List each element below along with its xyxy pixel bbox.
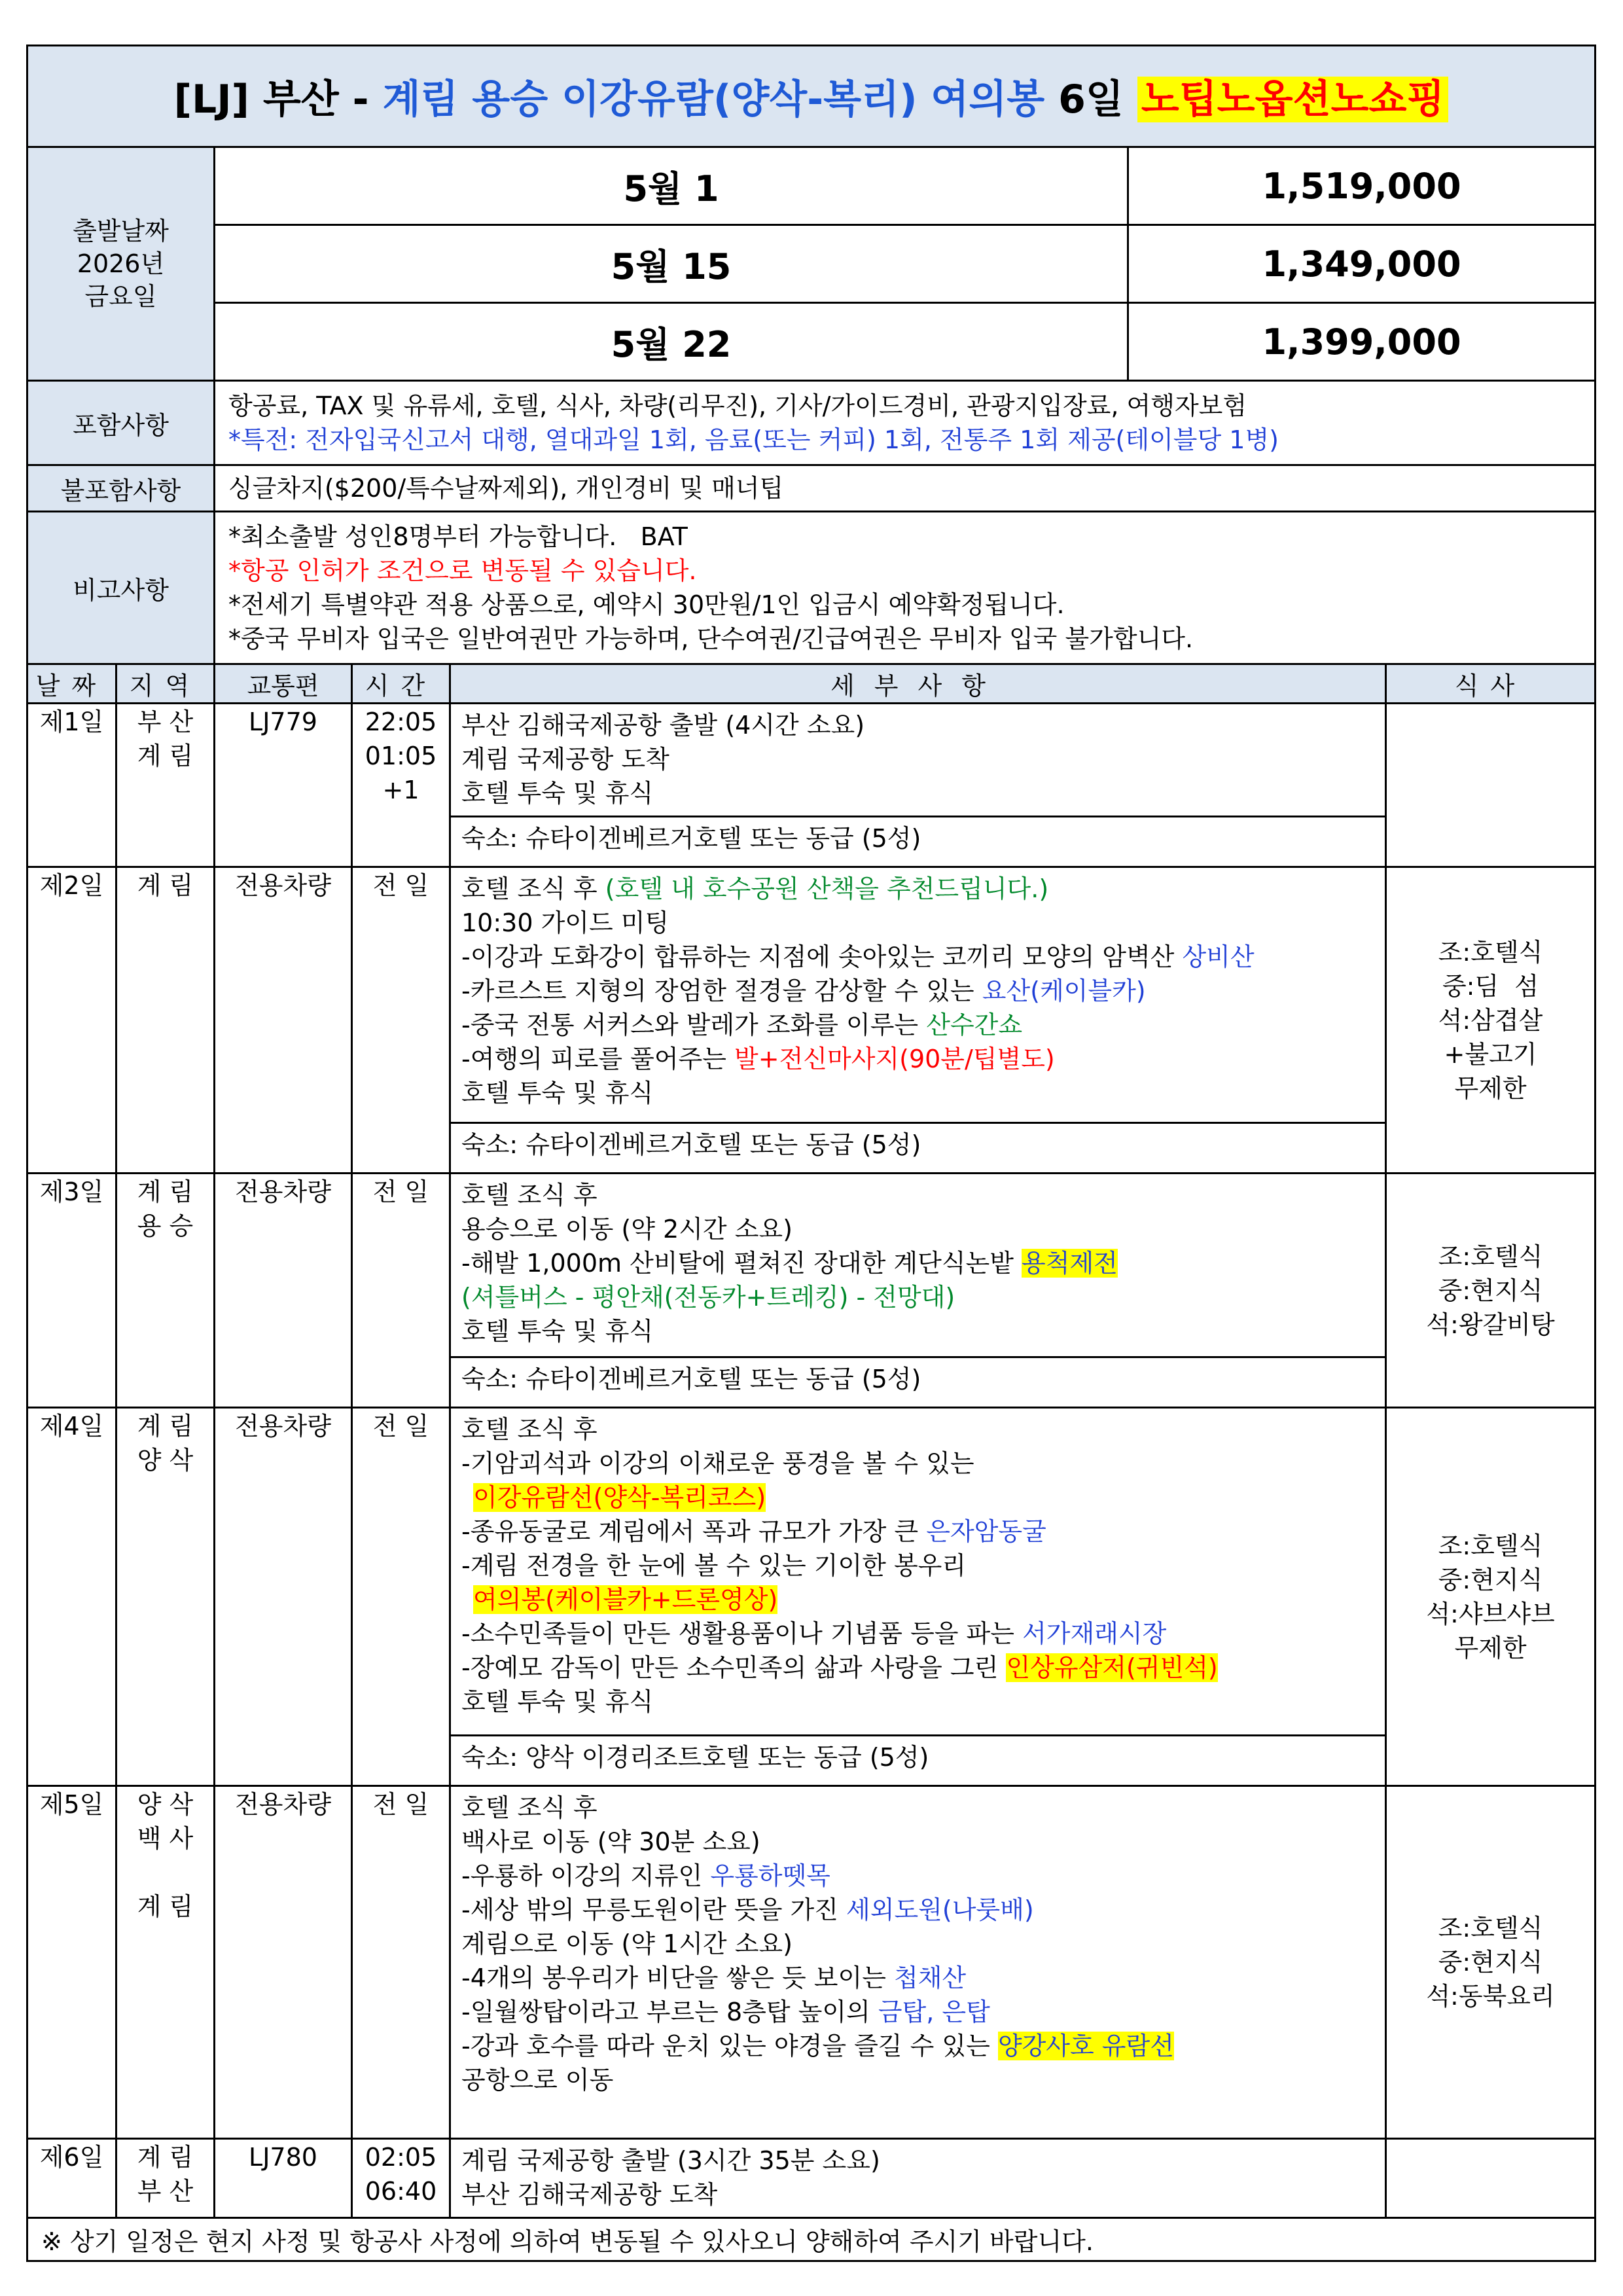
departure-price: 1,519,000: [1128, 147, 1596, 225]
day-region: 계 림 부 산: [116, 2139, 215, 2218]
day-meals: 조:호텔식 중:현지식 석:왕갈비탕: [1386, 1174, 1596, 1408]
day-row: [27, 1408, 1596, 1736]
day-transport: 전용차량: [215, 867, 352, 1174]
header-transport: 교통편: [215, 664, 352, 704]
departure-label: 출발날짜 2026년 금요일: [27, 147, 215, 381]
day-accommodation: 숙소: 슈타이겐베르거호텔 또는 동급 (5성): [450, 1357, 1386, 1408]
notes-content: *최소출발 성인8명부터 가능합니다. BAT *항공 인허가 조건으로 변동될 수 있습니다. *전세기 특별약관 적용 상품으로, 예약시 30만원/1인 입금시 예약확정됩니다. *중국 무비자 입국은 일반여권만 가능하며, 단수여권/긴급여권은 무비자 입국 불가합니다.: [215, 512, 1596, 664]
day-meals: 조:호텔식 중:현지식 석:동북요리: [1386, 1786, 1596, 2139]
day-label: 제4일: [27, 1408, 116, 1786]
day-details: 호텔 조식 후 (호텔 내 호수공원 산책을 추천드립니다.) 10:30 가이드 미팅 -이강과 도화강이 합류하는 지점에 솟아있는 코끼리 모양의 암벽산 상비산 -카르스트 지형의 장엄한 절경을 감상할 수 있는 요산(케이블카) -중국 전통 서커스와 발레가 조화를 이루는 산수간쇼 -여행의 피로를 풀어주는 발+전신마사지(90분/팁별도) 호텔 투숙 및 휴식: [450, 867, 1386, 1123]
day-details: 계림 국제공항 출발 (3시간 35분 소요) 부산 김해국제공항 도착: [450, 2139, 1386, 2218]
day-time: 전 일: [352, 1174, 450, 1408]
day-transport: LJ780: [215, 2139, 352, 2218]
day-row: [27, 867, 1596, 1123]
day-time: 전 일: [352, 1786, 450, 2139]
departure-date: 5월 15: [215, 225, 1128, 303]
included-label: 포함사항: [27, 381, 215, 465]
day-row: [27, 2139, 1596, 2218]
day-time: 22:05 01:05 +1: [352, 704, 450, 867]
day-time: 02:05 06:40: [352, 2139, 450, 2218]
day-label: 제6일: [27, 2139, 116, 2218]
day-meals: 조:호텔식 중:현지식 석:샤브샤브 무제한: [1386, 1408, 1596, 1786]
day-accommodation: 숙소: 양삭 이경리조트호텔 또는 동급 (5성): [450, 1736, 1386, 1786]
day-meals: [1386, 2139, 1596, 2218]
header-detail: 세부사항: [450, 664, 1386, 704]
day-region: 계 림: [116, 867, 215, 1174]
day-details: 호텔 조식 후 백사로 이동 (약 30분 소요) -우룡하 이강의 지류인 우룡하뗏목 -세상 밖의 무릉도원이란 뜻을 가진 세외도원(나룻배) 계림으로 이동 (약 1시간 소요) -4개의 봉우리가 비단을 쌓은 듯 보이는 첩채산 -일월쌍탑이라고 부르는 8층탑 높이의 금탑, 은탑 -강과 호수를 따라 운치 있는 야경을 즐길 수 있는 양강사호 유람선 공항으로 이동: [450, 1786, 1386, 2139]
day-region: 부 산 계 림: [116, 704, 215, 867]
day-row: [27, 1174, 1596, 1357]
header-region: 지역: [116, 664, 215, 704]
notes-label: 비고사항: [27, 512, 215, 664]
header-date: 날짜: [27, 664, 116, 704]
excluded-content: 싱글차지($200/특수날짜제외), 개인경비 및 매너팁: [215, 465, 1596, 512]
itinerary-table: [26, 663, 1596, 2262]
excluded-label: 불포함사항: [27, 465, 215, 512]
day-row: [27, 704, 1596, 817]
departure-price: 1,349,000: [1128, 225, 1596, 303]
page-title: [LJ] 부산 - 계림 용승 이강유람(양삭-복리) 여의봉 6일 노팁노옵션노쇼핑: [27, 46, 1596, 147]
day-details: 호텔 조식 후 -기암괴석과 이강의 이채로운 풍경을 볼 수 있는 이강유람선(양삭-복리코스) -종유동굴로 계림에서 폭과 규모가 가장 큰 은자암동굴 -계림 전경을 한 눈에 볼 수 있는 기이한 봉우리 여의봉(케이블카+드론영상) -소수민족들이 만든 생활용품이나 기념품 등을 파는 서가재래시장 -장예모 감독이 만든 소수민족의 삶과 사랑을 그린 인상유삼저(귀빈석) 호텔 투숙 및 휴식: [450, 1408, 1386, 1736]
header-meal: 식사: [1386, 664, 1596, 704]
day-time: 전 일: [352, 1408, 450, 1786]
day-region: 계 림 양 삭: [116, 1408, 215, 1786]
day-label: 제1일: [27, 704, 116, 867]
day-region: 계 림 용 승: [116, 1174, 215, 1408]
day-transport: 전용차량: [215, 1408, 352, 1786]
itinerary-document: [26, 45, 1594, 2262]
day-transport: LJ779: [215, 704, 352, 867]
day-region: 양 삭 백 사 계 림: [116, 1786, 215, 2139]
included-content: 항공료, TAX 및 유류세, 호텔, 식사, 차량(리무진), 기사/가이드경비, 관광지입장료, 여행자보험 *특전: 전자입국신고서 대행, 열대과일 1회, 음료(또는 커피) 1회, 전통주 1회 제공(테이블당 1병): [215, 381, 1596, 465]
day-label: 제2일: [27, 867, 116, 1174]
departure-date: 5월 1: [215, 147, 1128, 225]
day-label: 제5일: [27, 1786, 116, 2139]
day-transport: 전용차량: [215, 1786, 352, 2139]
day-details: 호텔 조식 후 용승으로 이동 (약 2시간 소요) -해발 1,000m 산비탈에 펼쳐진 장대한 계단식논밭 용척제전 (셔틀버스 - 평안채(전동카+트레킹) - 전망대) 호텔 투숙 및 휴식: [450, 1174, 1386, 1357]
day-time: 전 일: [352, 867, 450, 1174]
day-label: 제3일: [27, 1174, 116, 1408]
itinerary-header: [27, 664, 1596, 704]
departure-price: 1,399,000: [1128, 303, 1596, 381]
header-time: 시간: [352, 664, 450, 704]
no-tip-badge: 노팁노옵션노쇼핑: [1137, 77, 1449, 122]
day-transport: 전용차량: [215, 1174, 352, 1408]
footer-note: ※ 상기 일정은 현지 사정 및 항공사 사정에 의하여 변동될 수 있사오니 양해하여 주시기 바랍니다.: [27, 2218, 1596, 2261]
day-details: 부산 김해국제공항 출발 (4시간 소요) 계림 국제공항 도착 호텔 투숙 및 휴식: [450, 704, 1386, 817]
day-row: [27, 1786, 1596, 2139]
day-accommodation: 숙소: 슈타이겐베르거호텔 또는 동급 (5성): [450, 1123, 1386, 1174]
departure-date: 5월 22: [215, 303, 1128, 381]
summary-table: [26, 45, 1596, 665]
day-meals: 조:호텔식 중:딤 섬 석:삼겹살 +불고기 무제한: [1386, 867, 1596, 1174]
day-meals: [1386, 704, 1596, 867]
day-accommodation: 숙소: 슈타이겐베르거호텔 또는 동급 (5성): [450, 817, 1386, 867]
